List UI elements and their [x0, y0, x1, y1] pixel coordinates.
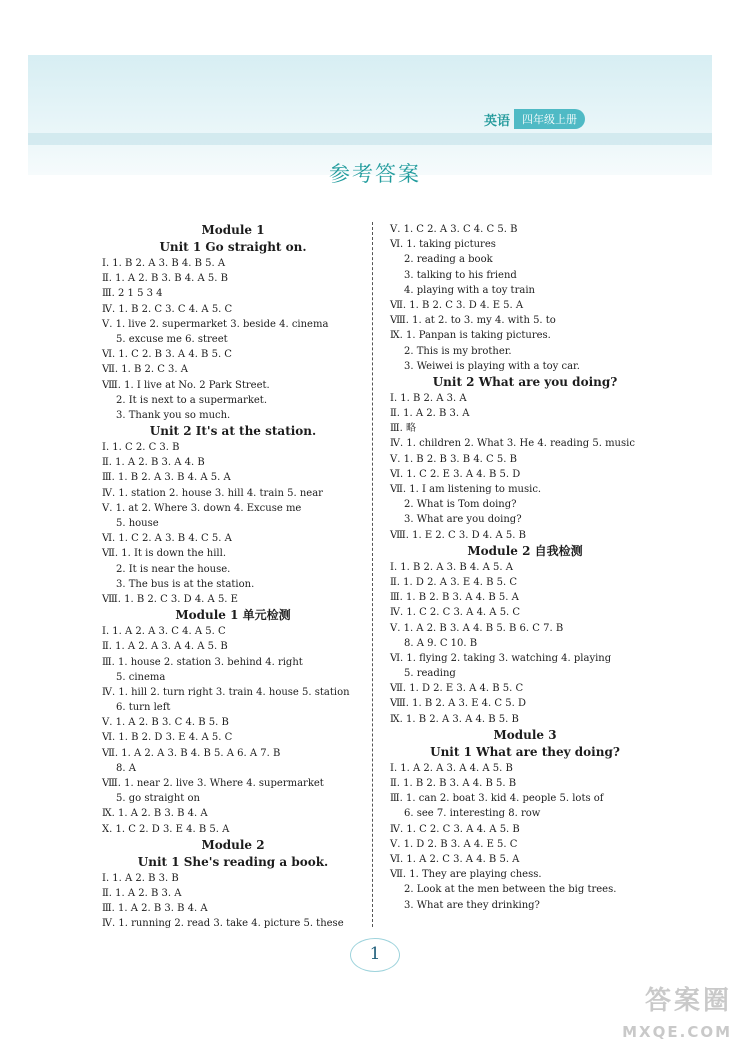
answer-line: Ⅵ. 1. A 2. C 3. A 4. B 5. A	[390, 853, 520, 865]
answer-line: Ⅳ. 1. C 2. C 3. A 4. A 5. B	[390, 823, 520, 835]
section-heading: Module 2	[201, 837, 265, 852]
answer-line-continued: 3. The bus is at the station.	[116, 578, 255, 590]
answer-line: Ⅵ. 1. C 2. B 3. A 4. B 5. C	[102, 349, 232, 361]
answer-line-continued: 6. see 7. interesting 8. row	[404, 808, 541, 820]
section-heading: Unit 1 She's reading a book.	[137, 854, 329, 869]
answer-line-continued: 2. reading a book	[404, 254, 493, 266]
answer-line: Ⅶ. 1. D 2. E 3. A 4. B 5. C	[390, 683, 524, 695]
answer-line: Ⅱ. 1. A 2. B 3. B 4. A 5. B	[102, 273, 228, 285]
column-divider	[372, 222, 373, 927]
answer-line: Ⅶ. 1. I am listening to music.	[390, 484, 542, 495]
answer-line-continued: 3. What are they drinking?	[404, 899, 540, 911]
answer-line: Ⅰ. 1. B 2. A 3. B 4. B 5. A	[102, 258, 226, 269]
page-title: 参考答案	[329, 162, 421, 186]
answer-line: Ⅰ. 1. A 2. B 3. B	[102, 872, 179, 884]
answer-line: Ⅷ. 1. E 2. C 3. D 4. A 5. B	[390, 529, 526, 541]
answer-line-continued: 2. What is Tom doing?	[404, 499, 517, 511]
header-banner	[28, 55, 712, 175]
watermark-url: MXQE.COM	[622, 1023, 732, 1041]
answer-line: Ⅶ. 1. A 2. A 3. B 4. B 5. A 6. A 7. B	[102, 747, 281, 759]
page-number: 1	[369, 944, 381, 964]
answer-line-continued: 2. Look at the men between the big trees.	[404, 884, 617, 896]
answer-line-continued: 3. What are you doing?	[404, 514, 522, 526]
answer-line: Ⅰ. 1. C 2. C 3. B	[102, 442, 180, 454]
answer-line: Ⅲ. 2 1 5 3 4	[102, 288, 163, 300]
answer-line: Ⅰ. 1. B 2. A 3. A	[390, 392, 467, 404]
section-heading: Module 1 单元检测	[175, 608, 291, 623]
section-heading: Module 1	[201, 223, 265, 237]
subject-tag	[484, 108, 585, 130]
answer-line-continued: 8. A	[116, 762, 136, 774]
answer-line: Ⅷ. 1. B 2. C 3. D 4. A 5. E	[102, 593, 238, 605]
answer-line: Ⅲ. 1. B 2. B 3. A 4. B 5. A	[390, 592, 519, 604]
answer-line: Ⅲ. 1. B 2. A 3. B 4. A 5. A	[102, 472, 231, 484]
answer-line: Ⅴ. 1. live 2. supermarket 3. beside 4. cinema	[102, 318, 329, 330]
banner-stripe	[28, 133, 712, 145]
answer-line: Ⅲ. 1. A 2. B 3. B 4. A	[102, 903, 208, 915]
answer-line: Ⅲ. 1. can 2. boat 3. kid 4. people 5. lots of	[390, 793, 604, 805]
section-heading: Unit 1 What are they doing?	[430, 744, 620, 759]
answer-line: Ⅲ. 1. house 2. station 3. behind 4. right	[102, 656, 303, 668]
right-answer-column	[390, 222, 655, 913]
answer-line: Ⅷ. 1. I live at No. 2 Park Street.	[102, 379, 270, 391]
left-answer-column	[102, 222, 364, 932]
answer-line: Ⅵ. 1. flying 2. taking 3. watching 4. playing	[390, 652, 612, 664]
answer-line: Ⅱ. 1. A 2. A 3. A 4. A 5. B	[102, 641, 228, 653]
watermark-logo: 答案圈	[644, 986, 732, 1016]
answer-line: Ⅳ. 1. B 2. C 3. C 4. A 5. C	[102, 303, 233, 315]
answer-line: Ⅱ. 1. D 2. A 3. E 4. B 5. C	[390, 576, 518, 588]
answer-line: Ⅱ. 1. A 2. B 3. A	[390, 408, 470, 420]
answer-line: Ⅳ. 1. station 2. house 3. hill 4. train 5. near	[102, 487, 323, 499]
section-heading: Module 2 自我检测	[467, 543, 583, 558]
answer-line-continued: 3. talking to his friend	[404, 269, 517, 281]
answer-line: Ⅸ. 1. A 2. B 3. B 4. A	[102, 808, 208, 820]
answer-line: Ⅵ. 1. C 2. E 3. A 4. B 5. D	[390, 468, 521, 480]
answer-line: Ⅴ. 1. at 2. Where 3. down 4. Excuse me	[102, 502, 302, 514]
answer-line-continued: 2. This is my brother.	[404, 345, 512, 357]
answer-line-continued: 5. house	[116, 518, 159, 529]
answer-line: Ⅳ. 1. hill 2. turn right 3. train 4. house 5. station	[102, 686, 350, 698]
section-heading: Unit 2 What are you doing?	[432, 374, 618, 389]
section-heading: Unit 1 Go straight on.	[159, 240, 307, 254]
answer-line: Ⅰ. 1. B 2. A 3. B 4. A 5. A	[390, 561, 513, 573]
answer-line: Ⅶ. 1. B 2. C 3. A	[102, 364, 189, 376]
answer-line: Ⅴ. 1. B 2. B 3. B 4. C 5. B	[390, 453, 517, 465]
answer-line-continued: 5. go straight on	[116, 793, 200, 805]
answer-line-continued: 3. Thank you so much.	[116, 409, 231, 421]
answer-line-continued: 5. cinema	[116, 671, 166, 683]
answer-line: Ⅱ. 1. A 2. B 3. A	[102, 887, 182, 899]
answer-line: Ⅰ. 1. A 2. A 3. C 4. A 5. C	[102, 626, 226, 638]
answer-line-continued: 4. playing with a toy train	[404, 284, 535, 296]
answer-line: Ⅱ. 1. A 2. B 3. A 4. B	[102, 457, 205, 469]
answer-line-continued: 2. It is next to a supermarket.	[116, 394, 268, 406]
answer-line-continued: 2. It is near the house.	[116, 563, 231, 575]
answer-line-continued: 5. reading	[404, 668, 456, 680]
answer-line: Ⅳ. 1. children 2. What 3. He 4. reading 5. music	[390, 438, 635, 450]
answer-line-continued: 8. A 9. C 10. B	[404, 637, 478, 649]
grade-label: 四年级上册	[514, 109, 585, 129]
answer-line: Ⅳ. 1. running 2. read 3. take 4. picture 5. these	[102, 918, 344, 930]
answer-line: Ⅴ. 1. A 2. B 3. A 4. B 5. B 6. C 7. B	[390, 622, 564, 634]
answer-line: Ⅱ. 1. B 2. B 3. A 4. B 5. B	[390, 778, 517, 789]
answer-line-continued: 6. turn left	[116, 702, 171, 714]
answer-line: Ⅲ. 略	[390, 423, 417, 435]
answer-line: Ⅷ. 1. B 2. A 3. E 4. C 5. D	[390, 698, 526, 710]
answer-line: Ⅵ. 1. C 2. A 3. B 4. C 5. A	[102, 533, 232, 545]
section-heading: Unit 2 It's at the station.	[149, 424, 317, 439]
answer-line: Ⅵ. 1. taking pictures	[390, 239, 496, 251]
section-heading: Module 3	[493, 727, 557, 742]
answer-line: Ⅴ. 1. C 2. A 3. C 4. C 5. B	[390, 224, 518, 235]
answer-line: Ⅸ. 1. Panpan is taking pictures.	[390, 330, 551, 342]
answer-line-continued: 3. Weiwei is playing with a toy car.	[404, 360, 580, 372]
answer-line: Ⅳ. 1. C 2. C 3. A 4. A 5. C	[390, 607, 521, 619]
answer-line: Ⅴ. 1. A 2. B 3. C 4. B 5. B	[102, 717, 229, 729]
answer-line: Ⅵ. 1. B 2. D 3. E 4. A 5. C	[102, 732, 233, 744]
answer-line: Ⅶ. 1. It is down the hill.	[102, 548, 227, 560]
answer-line: Ⅶ. 1. They are playing chess.	[390, 869, 542, 881]
answer-line: Ⅷ. 1. at 2. to 3. my 4. with 5. to	[390, 315, 556, 327]
answer-line: Ⅷ. 1. near 2. live 3. Where 4. supermarket	[102, 778, 324, 789]
answer-line: Ⅸ. 1. B 2. A 3. A 4. B 5. B	[390, 713, 519, 725]
answer-line: Ⅹ. 1. C 2. D 3. E 4. B 5. A	[102, 823, 230, 835]
answer-line: Ⅶ. 1. B 2. C 3. D 4. E 5. A	[390, 299, 524, 311]
answer-line-continued: 5. excuse me 6. street	[116, 333, 228, 345]
answer-line: Ⅰ. 1. A 2. A 3. A 4. A 5. B	[390, 762, 513, 774]
subject-label: 英语	[484, 113, 511, 129]
answer-line: Ⅴ. 1. D 2. B 3. A 4. E 5. C	[390, 838, 518, 850]
